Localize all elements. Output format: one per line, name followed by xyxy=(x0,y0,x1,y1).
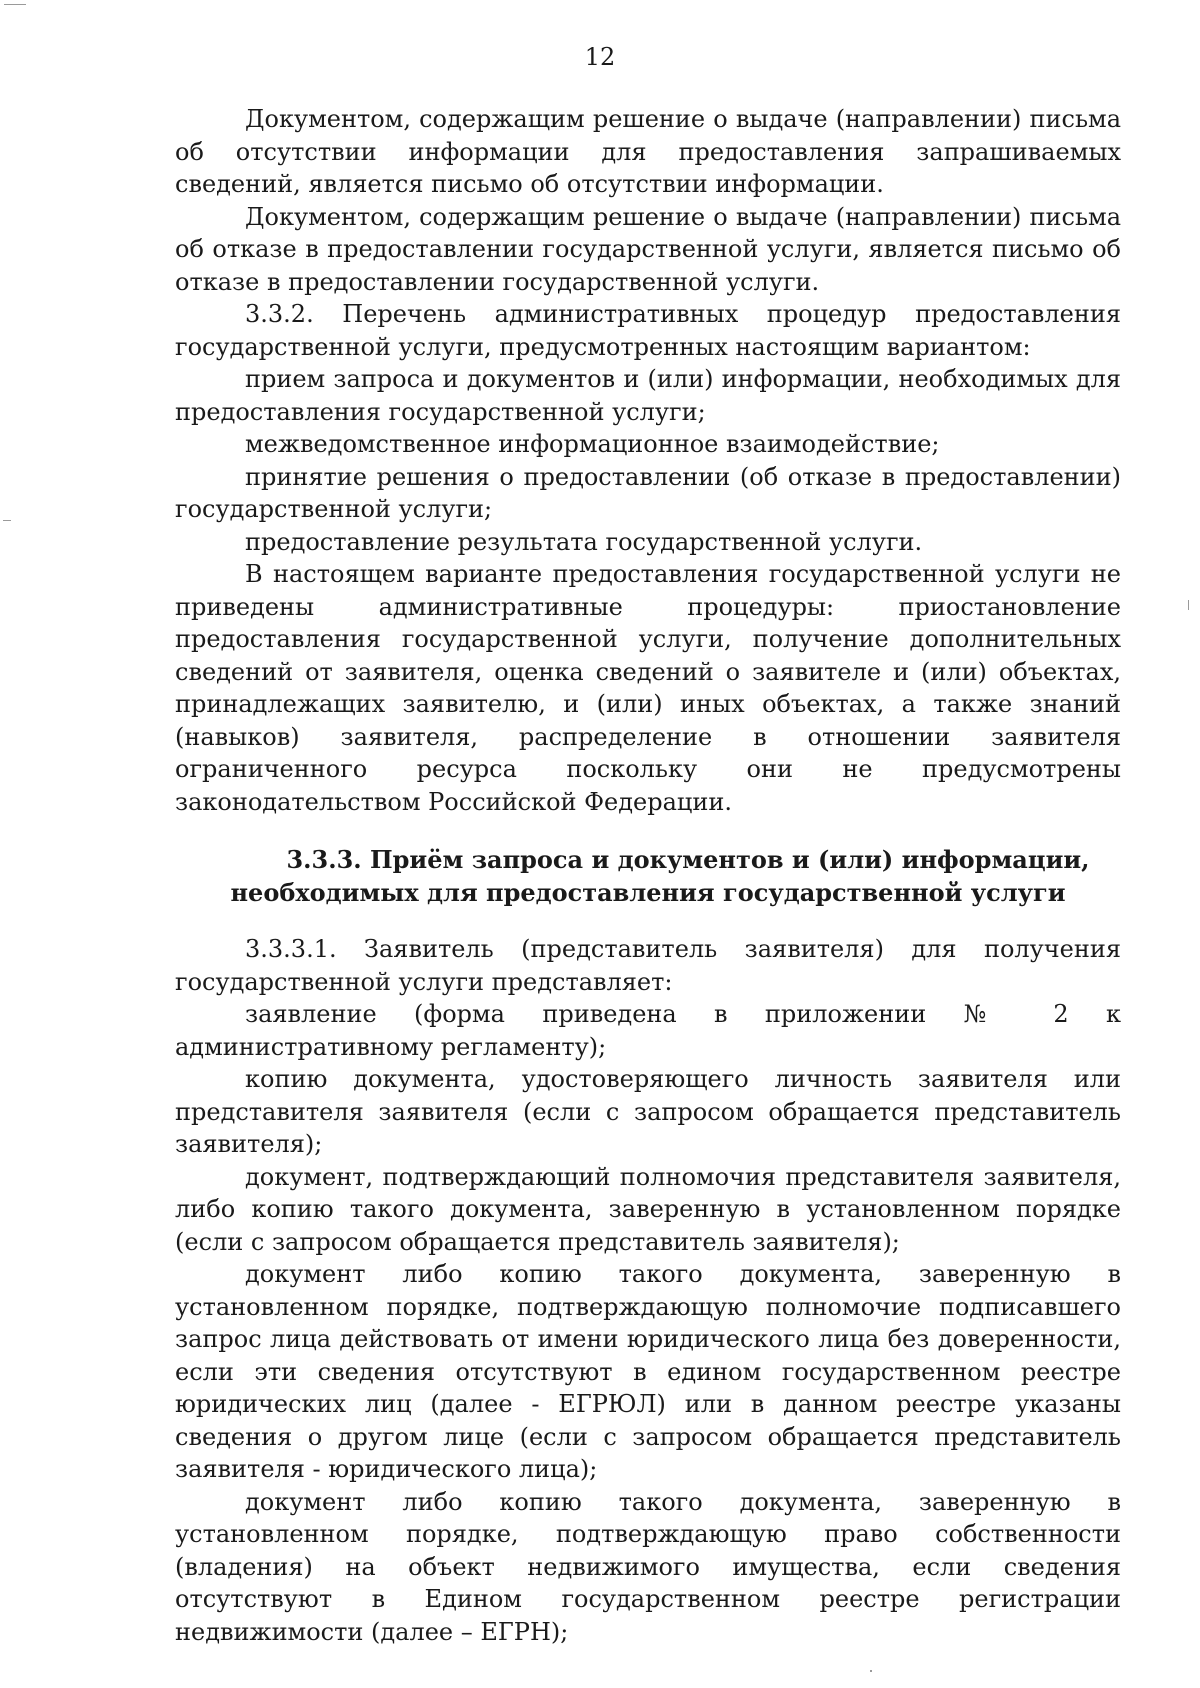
list-item-decision: принятие решения о предоставлении (об отказе в предоставлении) государственной услуги; xyxy=(175,462,1121,523)
list-item-application-form: заявление (форма приведена в приложении № 2 к административному регламенту); xyxy=(175,1000,1121,1061)
page-number: 12 xyxy=(584,43,616,71)
scan-artifact-bottom-dot xyxy=(870,1670,872,1672)
list-item-result-provision: предоставление результата государственной услуги. xyxy=(245,527,923,556)
paragraph-no-info-letter: Документом, содержащим решение о выдаче (направлении) письма об отсутствии информации для предоставления запрашиваемых сведений, является письмо об отсутствии информации. xyxy=(175,105,1121,198)
paragraph-refusal-letter: Документом, содержащим решение о выдаче (направлении) письма об отказе в предоставлении государственной услуги, является письмо об отказе в предоставлении государственной услуги. xyxy=(175,202,1121,296)
paragraph-not-provided-procedures: В настоящем варианте предоставления государственной услуги не приведены административные процедуры: приостановление предоставления государственной услуги, получение дополнительных сведений от заявителя, оценка сведений о заявителе и (или) объектах, принадлежащих заявителю, и (или) иных объектах, а также знаний (навыков) заявителя, распределение в отношении заявителя ограниченного ресурса поскольку они не предусмотрены законодательством Российской Федерации. xyxy=(175,560,1121,816)
paragraph-3-3-2-procedures: 3.3.2. Перечень административных процедур предоставления государственной услуги, предусмотренных настоящим вариантом: xyxy=(175,300,1121,361)
list-item-identity-document: копию документа, удостоверяющего личность заявителя или представителя заявителя (если с запросом обращается представитель заявителя); xyxy=(175,1065,1121,1158)
list-item-request-reception: прием запроса и документов и (или) информации, необходимых для предоставления государственной услуги; xyxy=(175,365,1121,426)
scan-artifact-left-edge xyxy=(3,520,11,521)
section-heading-line-1: 3.3.3. Приём запроса и документов и (или) информации, xyxy=(286,845,1090,874)
list-item-legal-entity-authority: документ либо копию такого документа, заверенную в установленном порядке, подтверждающую полномочие подписавшего запрос лица действовать от имени юридического лица без доверенности, если эти сведения отсутствуют в едином государственном реестре юридических лиц (далее - ЕГРЮЛ) или в данном реестре указаны сведения о другом лице (если с запросом обращается представитель заявителя - юридического лица); xyxy=(175,1260,1121,1483)
scan-artifact-right-edge xyxy=(1188,600,1189,610)
section-heading-3-3-3 xyxy=(175,844,1121,909)
list-item-authority-document: документ, подтверждающий полномочия представителя заявителя, либо копию такого документа, заверенную в установленном порядке (если с запросом обращается представитель заявителя); xyxy=(175,1162,1121,1256)
paragraph-3-3-3-1-applicant: 3.3.3.1. Заявитель (представитель заявителя) для получения государственной услуги представляет: xyxy=(175,935,1121,996)
list-item-ownership-document: документ либо копию такого документа, заверенную в установленном порядке, подтверждающую право собственности (владения) на объект недвижимого имущества, если сведения отсутствуют в Едином государственном реестре регистрации недвижимости (далее – ЕГРН); xyxy=(175,1487,1121,1646)
scan-artifact-top-left xyxy=(4,4,26,5)
list-item-interagency-interaction: межведомственное информационное взаимодействие; xyxy=(245,430,940,458)
document-body xyxy=(175,103,1121,1648)
section-heading-line-2: необходимых для предоставления государственной услуги xyxy=(230,877,1066,907)
